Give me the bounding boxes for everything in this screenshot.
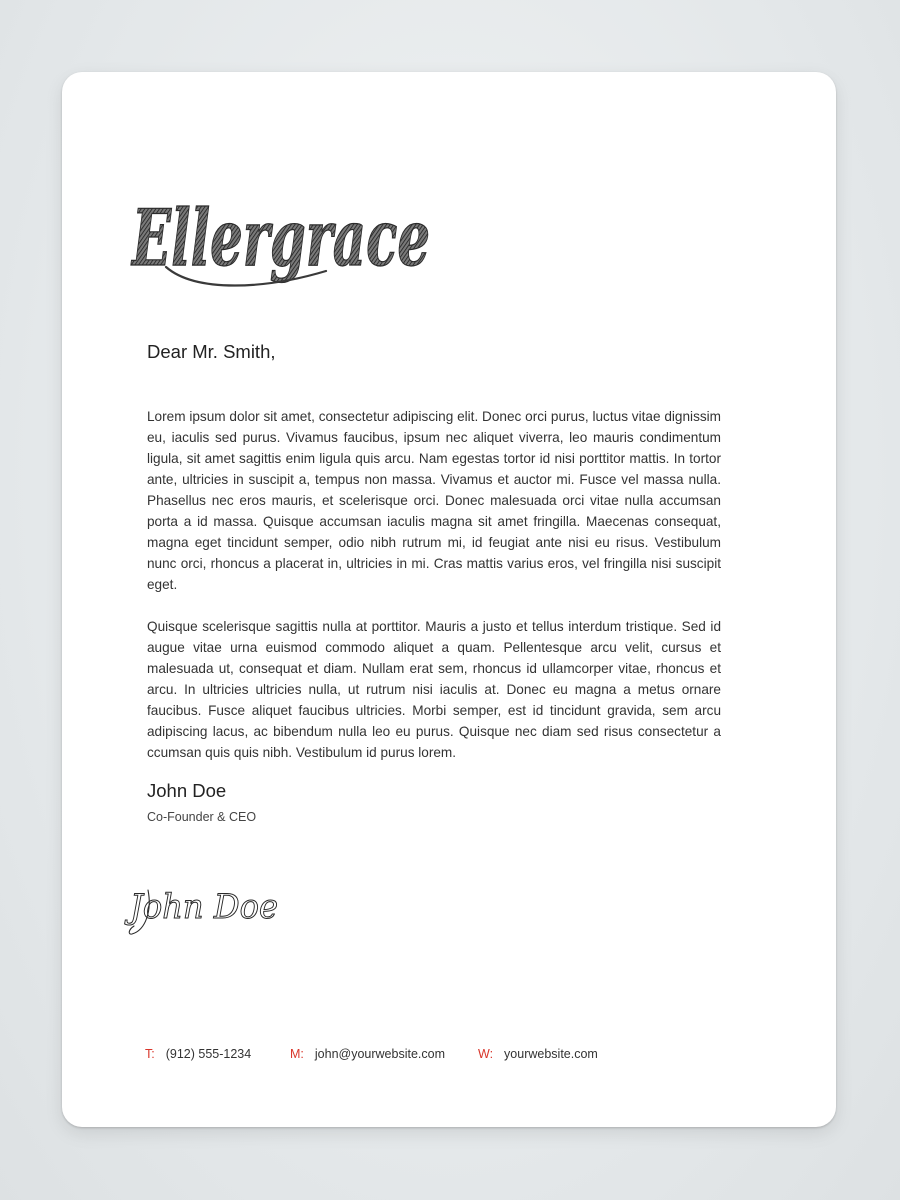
website-link[interactable]: yourwebsite.com: [504, 1047, 598, 1061]
mail-key: M:: [290, 1047, 304, 1061]
contact-phone: [145, 1047, 290, 1061]
brand-logo: [126, 167, 446, 297]
signer-title: Co-Founder & CEO: [147, 810, 257, 824]
phone-number[interactable]: (912) 555-1234: [165, 1047, 252, 1061]
signature-image: [126, 870, 286, 940]
letter-body: [147, 406, 721, 784]
signature-handwriting: John Doe: [124, 887, 278, 927]
contact-website: [478, 1047, 598, 1061]
letter-greeting: Dear Mr. Smith,: [147, 341, 276, 362]
contact-footer: [145, 1047, 598, 1061]
email-address[interactable]: john@yourwebsite.com: [314, 1047, 445, 1061]
letterhead-sheet: [62, 72, 836, 1127]
signer-name: John Doe: [147, 780, 227, 801]
logo-wordmark: Ellergrace: [130, 193, 431, 284]
web-key: W:: [478, 1047, 494, 1061]
contact-email: [290, 1047, 478, 1061]
letter-paragraph: Quisque scelerisque sagittis nulla at porttitor. Mauris a justo et tellus interdum tristique. Sed id augue vitae urna euismod commodo aliquet a quam. Pellentesque arcu velit, cursus et malesuada ut, consequat et diam. Nullam erat sem, rhoncus id ullamcorper vitae, rhoncus et arcu. In ultricies ultricies nulla, ut rutrum nisi iaculis at. Donec eu magna a metus ornare faucibus. Fusce aliquet faucibus ultricies. Morbi semper, est id tincidunt gravida, sem arcu adipiscing lacus, ac bibendum nulla leo eu purus. Quisque nec diam sed risus consectetur a ccumsan quis quis nibh. Vestibulum id purus lorem.: [147, 619, 721, 760]
letter-paragraph: Lorem ipsum dolor sit amet, consectetur adipiscing elit. Donec orci purus, luctus vitae dignissim eu, iaculis sed purus. Vivamus faucibus, ipsum nec aliquet viverra, leo mauris condimentum ligula, sit amet sagittis enim ligula quis arcu. Nam egestas tortor id nisi porttitor mattis. In tortor ante, ultricies in suscipit a, tempus non massa. Vivamus et auctor mi. Fusce vel massa nulla. Phasellus nec eros mauris, et scelerisque orci. Donec malesuada orci vitae nulla accumsan porta a id massa. Quisque accumsan iaculis magna sit amet fringilla. Maecenas consequat, magna eget tincidunt semper, odio nibh rutrum mi, id feugiat ante nisi eu risus. Vestibulum nunc orci, rhoncus a placerat in, ultricies in mi. Cras mattis varius eros, vel fringilla nisi suscipit eget.: [147, 409, 721, 592]
phone-key: T:: [145, 1047, 155, 1061]
